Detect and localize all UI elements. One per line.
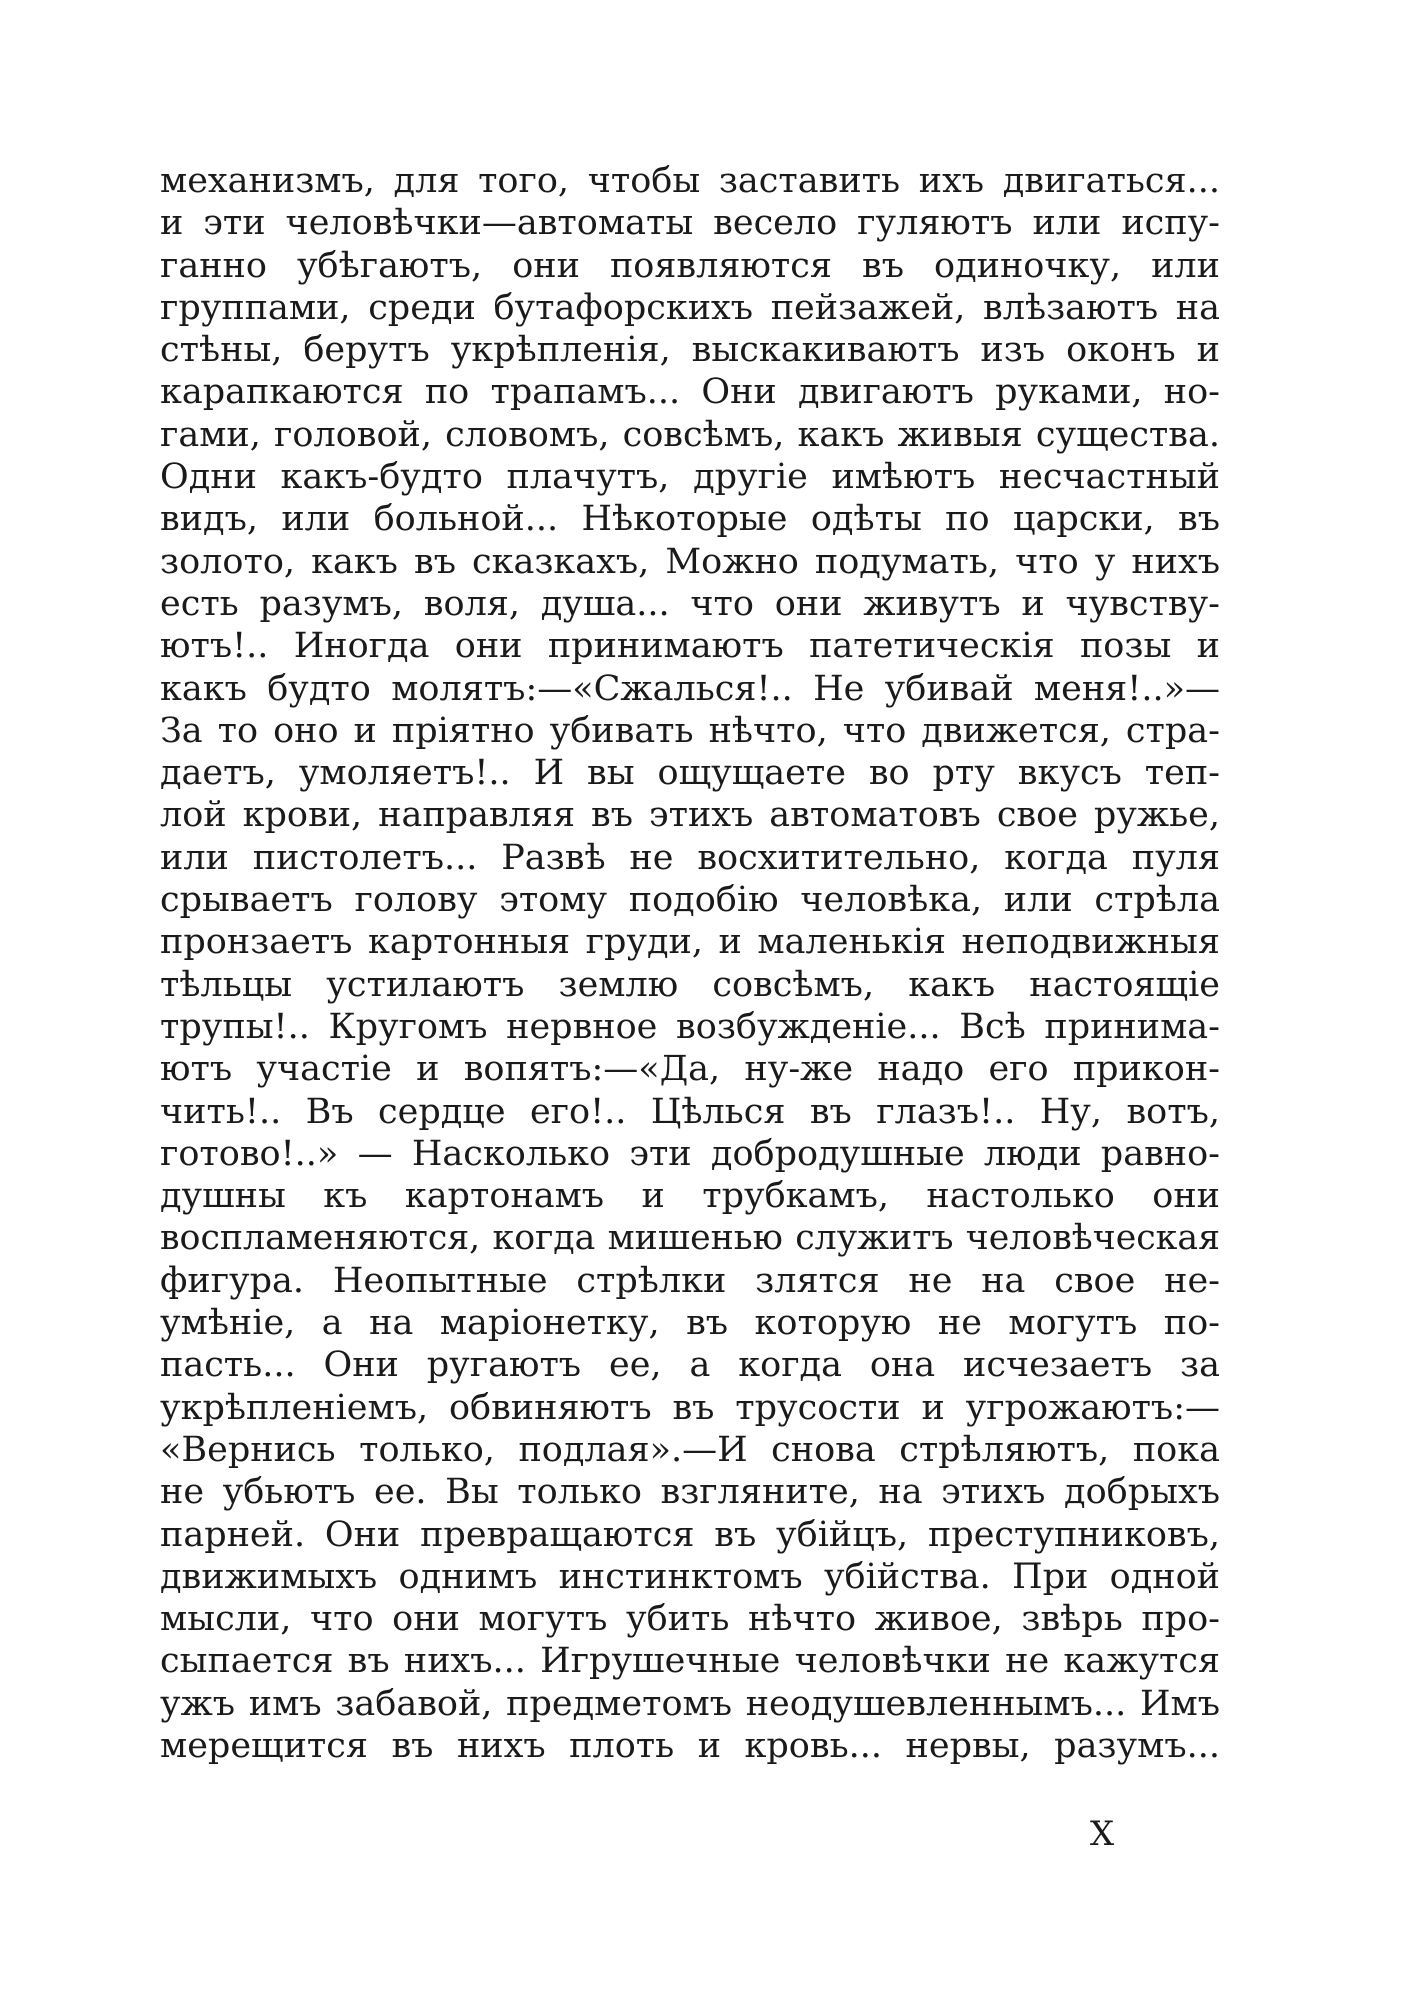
text-line: трупы!.. Кругомъ нервное возбужденіе... Всѣ принима- (160, 1006, 1220, 1047)
text-line: золото, какъ въ сказкахъ, Можно подумать, что у нихъ (160, 541, 1220, 582)
text-line: механизмъ, для того, чтобы заставить ихъ двигаться... (160, 161, 1220, 201)
text-line: «Вернись только, подлая».—И снова стрѣляютъ, пока (160, 1429, 1220, 1470)
text-line: ганно убѣгаютъ, они появляются въ одиночку, или (160, 245, 1220, 286)
text-line: воспламеняются, когда мишенью служитъ человѣческая (160, 1218, 1220, 1259)
text-line: срываетъ голову этому подобію человѣка, или стрѣла (160, 880, 1220, 921)
text-line: видъ, или больной... Нѣкоторые одѣты по царски, въ (160, 499, 1220, 540)
text-line: движимыхъ однимъ инстинктомъ убійства. При одной (160, 1556, 1220, 1597)
text-line: ютъ участіе и вопятъ:—«Да, ну-же надо его прикон- (160, 1049, 1220, 1090)
text-line: даетъ, умоляетъ!.. И вы ощущаете во рту вкусъ теп- (160, 753, 1220, 794)
text-line: пронзаетъ картонныя груди, и маленькія неподвижныя (160, 922, 1220, 963)
text-line: не убьютъ ее. Вы только взгляните, на этихъ добрыхъ (160, 1472, 1220, 1513)
body-text (160, 160, 1220, 1767)
text-line: стѣны, берутъ укрѣпленія, выскакиваютъ изъ оконъ и (160, 330, 1220, 371)
text-line: карапкаются по трапамъ... Они двигаютъ руками, но- (160, 372, 1220, 413)
text-line: группами, среди бутафорскихъ пейзажей, влѣзаютъ на (160, 287, 1220, 328)
text-line: душны къ картонамъ и трубкамъ, настолько они (160, 1176, 1220, 1217)
text-line: сыпается въ нихъ... Игрушечные человѣчки не кажутся (160, 1641, 1220, 1682)
text-line: За то оно и пріятно убивать нѣчто, что движется, стра- (160, 710, 1220, 751)
text-line: тѣльцы устилаютъ землю совсѣмъ, какъ настоящіе (160, 964, 1220, 1005)
text-line: умѣніе, а на маріонетку, въ которую не могутъ по- (160, 1303, 1220, 1344)
text-line: ютъ!.. Иногда они принимаютъ патетическія позы и (160, 626, 1220, 667)
text-line: гами, головой, словомъ, совсѣмъ, какъ живыя существа. (160, 414, 1220, 455)
text-line: фигура. Неопытные стрѣлки злятся не на свое не- (160, 1260, 1220, 1301)
text-line: готово!..» — Насколько эти добродушные люди равно- (160, 1133, 1220, 1174)
text-line: есть разумъ, воля, душа... что они живутъ и чувству- (160, 583, 1220, 624)
text-line: или пистолетъ... Развѣ не восхитительно, когда пуля (160, 837, 1220, 878)
text-line: Одни какъ-будто плачутъ, другіе имѣютъ несчастный (160, 457, 1220, 498)
signature-mark: X (1089, 1814, 1115, 1854)
text-line: лой крови, направляя въ этихъ автоматовъ свое ружье, (160, 795, 1220, 836)
text-line: мерещится въ нихъ плоть и кровь... нервы, разумъ... (160, 1725, 1220, 1766)
text-line: пасть... Они ругаютъ ее, а когда она исчезаетъ за (160, 1345, 1220, 1386)
text-line: чить!.. Въ сердце его!.. Цѣлься въ глазъ!.. Ну, вотъ, (160, 1091, 1220, 1132)
text-line: ужъ имъ забавой, предметомъ неодушевленнымъ... Имъ (160, 1683, 1220, 1724)
text-line: какъ будто молятъ:—«Сжалься!.. Не убивай меня!..»— (160, 668, 1220, 709)
text-line: укрѣпленіемъ, обвиняютъ въ трусости и угрожаютъ:— (160, 1387, 1220, 1428)
text-line: парней. Они превращаются въ убійцъ, преступниковъ, (160, 1514, 1220, 1555)
text-line: мысли, что они могутъ убить нѣчто живое, звѣрь про- (160, 1599, 1220, 1640)
text-line: и эти человѣчки—автоматы весело гуляютъ или испу- (160, 203, 1220, 244)
